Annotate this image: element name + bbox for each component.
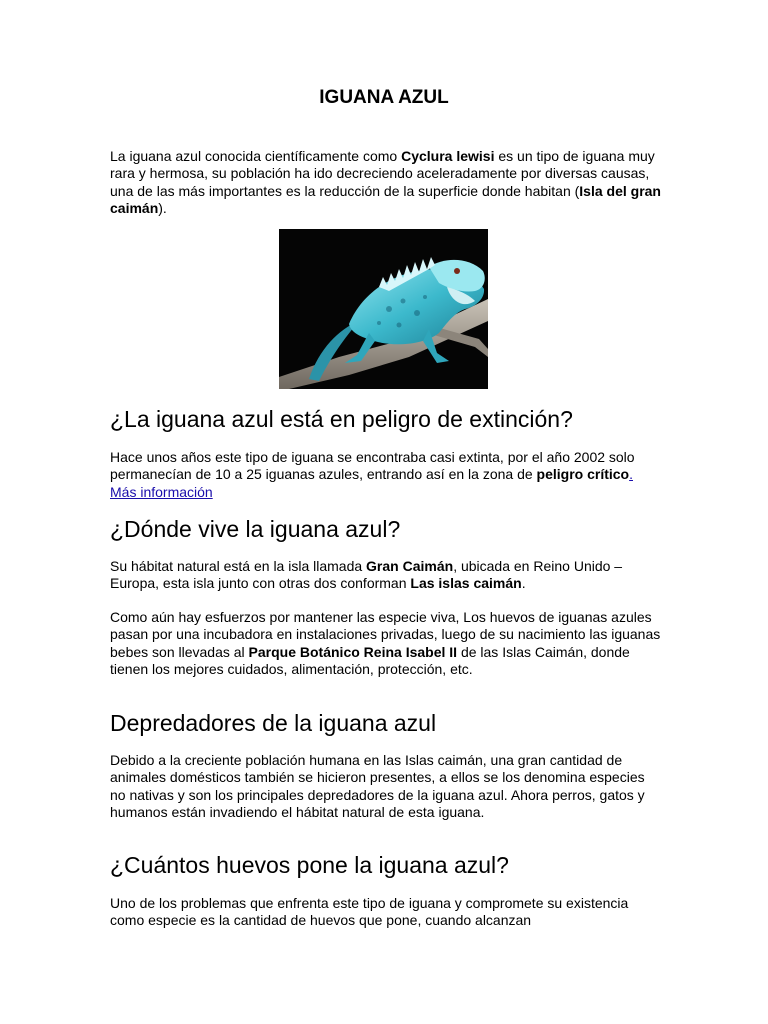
section-paragraph-extincion — [110, 449, 662, 501]
bold-term: Gran Caimán — [366, 558, 454, 574]
section-heading-depredadores: Depredadores de la iguana azul — [110, 710, 437, 736]
intro-text-1: La iguana azul conocida científicamente como — [110, 148, 402, 164]
section-heading-huevos: ¿Cuántos huevos pone la iguana azul? — [110, 852, 509, 878]
section-text: de las Islas Caimán, donde tienen los mejores cuidados, alimentación, protección, etc. — [110, 643, 630, 678]
more-info-link[interactable]: . Más información — [110, 466, 633, 500]
section-paragraph-habitat-2 — [110, 609, 662, 679]
intro-text-2: es un tipo de iguana muy rara y hermosa, su población ha ido decreciendo aceleradamente por diversas causas, una de las más importantes es la reducción de la superficie donde habitan ( — [110, 148, 655, 199]
section-paragraph-habitat-1 — [110, 558, 662, 593]
section-text: Su hábitat natural está en la isla llamada — [110, 558, 367, 574]
section-text: Hace unos años este tipo de iguana se encontraba casi extinta, por el año 2002 solo permanecían de 10 a 25 iguanas azules, entrando así en la zona de — [110, 449, 635, 483]
scientific-name: Cyclura lewisi — [401, 148, 495, 164]
bold-term: Las islas caimán — [410, 575, 522, 592]
section-paragraph-depredadores: Debido a la creciente población humana en las Islas caimán, una gran cantidad de animales domésticos también se hicieron presentes, a ellos se los denomina especies no nativas y son los principales depredadores de la iguana azul. Ahora perros, gatos y humanos están invadiendo el hábitat natural de esta iguana. — [110, 752, 645, 821]
section-text: Como aún hay esfuerzos por mantener las especie viva, Los huevos de iguanas azules pasan por una incubadora en instalaciones privadas, luego de su nacimiento las iguanas bebes son llevadas al — [110, 609, 661, 660]
section-paragraph-huevos: Uno de los problemas que enfrenta este tipo de iguana y compromete su existencia como especie es la cantidad de huevos que pone, cuando alcanzan — [110, 895, 629, 929]
section-text: , ubicada en Reino Unido – Europa, esta isla junto con otras dos conforman — [110, 558, 623, 592]
page-title: IGUANA AZUL — [319, 87, 449, 108]
intro-text-3: ). — [158, 200, 167, 217]
habitat-name: Isla del gran caimán — [110, 182, 661, 217]
intro-paragraph — [110, 148, 662, 218]
section-heading-extincion: ¿La iguana azul está en peligro de extinción? — [110, 406, 573, 432]
bold-term: Parque Botánico Reina Isabel II — [248, 643, 458, 660]
section-heading-habitat: ¿Dónde vive la iguana azul? — [110, 516, 401, 542]
bold-term: peligro crítico — [536, 466, 630, 483]
blue-iguana-image — [279, 229, 488, 389]
section-text: . — [521, 575, 526, 592]
